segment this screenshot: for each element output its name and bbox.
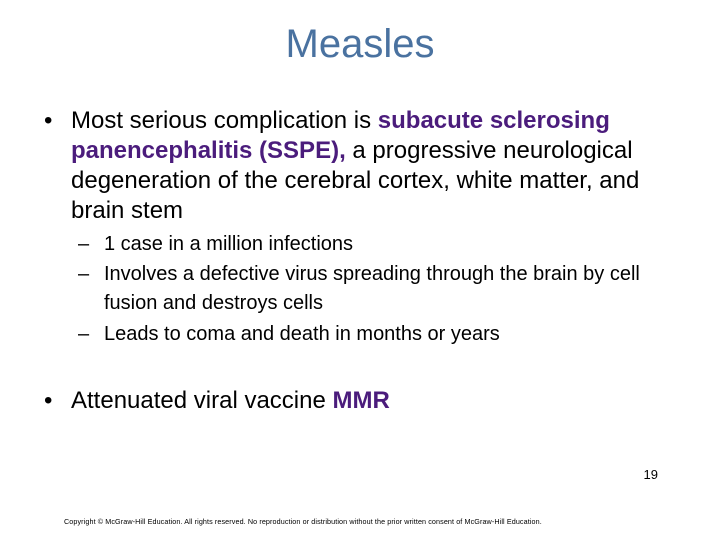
bullet-text-pre: Attenuated viral vaccine bbox=[71, 387, 333, 414]
bullet-marker: • bbox=[44, 387, 53, 414]
slide-title: Measles bbox=[285, 22, 435, 66]
bullet-item-vaccine bbox=[71, 386, 671, 416]
sub-bullet-outcome: Leads to coma and death in months or years bbox=[104, 323, 500, 345]
bullet-item-sspe bbox=[71, 106, 671, 226]
copyright-notice: Copyright © McGraw-Hill Education. All rights reserved. No reproduction or distribution without the prior written consent of McGraw-Hill Education. bbox=[64, 517, 542, 526]
bullet-text-pre: Most serious complication is bbox=[71, 107, 378, 134]
page-number: 19 bbox=[643, 467, 658, 482]
sub-bullet-marker: – bbox=[78, 233, 90, 255]
sub-bullet-mechanism: Involves a defective virus spreading through the brain by cell fusion and destroys cells bbox=[104, 263, 640, 314]
bullet-marker: • bbox=[44, 107, 53, 134]
bullet-emphasis-mmr: MMR bbox=[332, 387, 390, 414]
sub-bullet-incidence: 1 case in a million infections bbox=[104, 233, 354, 255]
sub-bullet-marker: – bbox=[78, 323, 90, 345]
bullet-emphasis-sspe: subacute sclerosing panencephalitis (SSPE), bbox=[71, 107, 610, 164]
bullet-text-post: a progressive neurological degeneration of the cerebral cortex, white matter, and brain stem bbox=[71, 137, 640, 224]
sub-bullet-marker: – bbox=[78, 263, 90, 285]
